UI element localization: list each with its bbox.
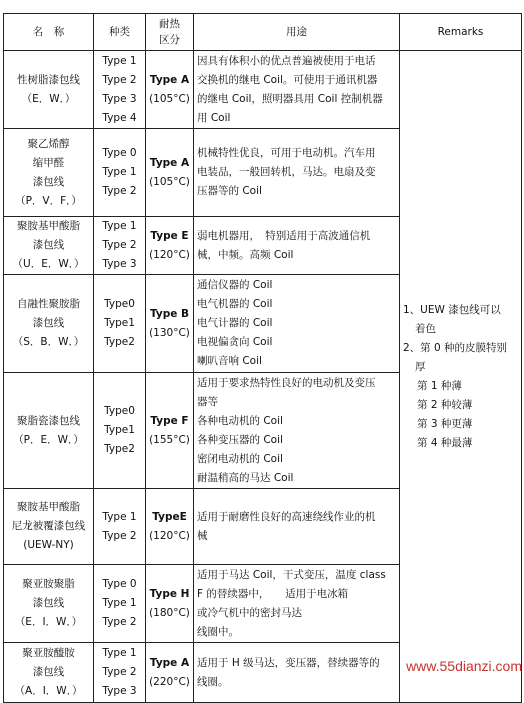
type-item: Type 3 — [102, 258, 137, 270]
usage — [194, 217, 400, 275]
heat-temp: (220°C) — [149, 675, 190, 688]
usage-line: 机械特性优良，可用于电动机。汽车用 — [197, 147, 376, 159]
table-row — [4, 51, 522, 129]
wire-name-line: 聚亚胺聚脂 — [22, 578, 75, 590]
wire-name-line: （U．E．W．） — [12, 258, 85, 270]
wire-name — [4, 217, 94, 275]
usage-line: 喇叭音响 Coil — [197, 355, 262, 367]
type-item: Type 1 — [102, 54, 137, 67]
usage-line: 密闭电动机的 Coil — [197, 452, 283, 465]
remark-sub-item: 第 2 种较薄 — [417, 398, 473, 411]
type-item: Type 2 — [102, 73, 137, 86]
heat-temp: (155°C) — [149, 433, 190, 446]
heat-temp: (120°C) — [149, 248, 190, 261]
wire-name — [4, 643, 94, 703]
wire-name-line: （E．W．） — [21, 92, 76, 105]
type-item: Type0 — [104, 405, 135, 417]
usage-line: 电视偏贪向 Coil — [197, 336, 273, 348]
remark-sub-item: 第 4 种最薄 — [417, 436, 473, 449]
type-item: Type 2 — [102, 185, 137, 197]
heat-grade: Type A — [149, 656, 190, 669]
header-usage: 用途 — [194, 14, 400, 51]
heat-class — [146, 129, 194, 217]
usage — [194, 489, 400, 565]
remark-sub-item: 第 1 种薄 — [417, 379, 462, 392]
usage-line: 电装品，一般回转机，马达。电扇及变 — [197, 166, 376, 178]
header-heat-line1: 耐热 — [159, 18, 180, 30]
usage-line: 适用于 H 级马达，变压器，替续器等的 — [197, 656, 380, 669]
wire-types — [94, 373, 146, 489]
usage-line: 线圈中。 — [197, 625, 239, 638]
usage-line: 器等 — [197, 395, 218, 408]
type-item: Type0 — [104, 298, 135, 310]
type-item: Type 2 — [102, 239, 137, 251]
wire-name-line: 尼龙被覆漆包线 — [11, 520, 86, 532]
usage-line: 用 Coil — [197, 111, 231, 124]
usage-line: 械 — [197, 529, 208, 542]
wire-name — [4, 489, 94, 565]
wire-name-line: 漆包线 — [32, 175, 65, 188]
type-item: Type 1 — [102, 647, 137, 659]
heat-class — [146, 51, 194, 129]
wire-name-line: 聚脂瓷漆包线 — [17, 414, 80, 427]
header-heat-class — [146, 14, 194, 51]
usage-line: 压器等的 Coil — [197, 185, 262, 197]
enameled-wire-spec-table — [3, 13, 522, 703]
heat-class — [146, 275, 194, 373]
usage-line: 弱电机器用， 特别适用于高波通信机 — [197, 229, 371, 242]
heat-grade: TypeE — [152, 510, 187, 523]
wire-name-line: 缩甲醛 — [32, 156, 65, 169]
wire-name-line: 自融性聚胺脂 — [17, 298, 80, 310]
usage — [194, 373, 400, 489]
usage — [194, 565, 400, 643]
type-item: Type 3 — [102, 685, 137, 697]
usage-line: 电气机器的 Coil — [197, 298, 273, 310]
wire-name-line: 聚乙烯醇 — [27, 137, 70, 150]
usage-line: 适用于要求热特性良好的电动机及变压 — [197, 376, 376, 389]
type-item: Type 2 — [102, 616, 137, 628]
type-item: Type2 — [104, 336, 135, 348]
heat-class — [146, 217, 194, 275]
header-remarks: Remarks — [400, 14, 522, 51]
heat-temp: (180°C) — [149, 606, 190, 619]
usage-line: 电气计器的 Coil — [197, 317, 273, 329]
wire-name-line: （S．B．W．） — [12, 336, 85, 348]
usage-line: 的继电 Coil，照明器具用 Coil 控制机器 — [197, 92, 383, 105]
heat-grade: Type H — [149, 587, 190, 600]
header-heat-line2: 区分 — [159, 34, 180, 46]
remarks — [400, 51, 522, 703]
usage-line: 各种变压器的 Coil — [197, 433, 283, 446]
remark-2-line: 2、第 0 种的皮膜特别 — [403, 341, 508, 354]
usage-line: 耐温稍高的马达 Coil — [197, 471, 294, 484]
wire-types — [94, 565, 146, 643]
wire-name-line: 漆包线 — [32, 239, 65, 251]
heat-temp: (120°C) — [149, 529, 190, 542]
wire-types — [94, 51, 146, 129]
wire-name — [4, 373, 94, 489]
type-item: Type 3 — [102, 92, 137, 105]
usage-line: 适用于耐磨性良好的高速绕线作业的机 — [197, 510, 376, 523]
type-item: Type 0 — [102, 147, 137, 159]
heat-class — [146, 489, 194, 565]
usage-line: 交换机的继电 Coil。可使用于通讯机器 — [197, 73, 378, 86]
remark-sub-item: 第 3 种更薄 — [417, 417, 473, 430]
heat-grade: Type A — [149, 73, 190, 86]
usage — [194, 275, 400, 373]
wire-name-line: 漆包线 — [32, 597, 65, 609]
type-item: Type 1 — [102, 510, 137, 523]
type-item: Type1 — [104, 317, 135, 329]
usage-line: 械，中频。高频 Coil — [197, 248, 294, 261]
wire-types — [94, 275, 146, 373]
wire-name — [4, 565, 94, 643]
wire-types — [94, 643, 146, 703]
heat-grade: Type A — [149, 156, 190, 169]
wire-name-line: 聚胺基甲酸脂 — [17, 220, 80, 232]
usage-line: 通信仪器的 Coil — [197, 279, 273, 291]
wire-name-line: 性树脂漆包线 — [17, 73, 80, 86]
usage-line: 因具有体积小的优点普遍被使用于电话 — [197, 54, 376, 67]
wire-name — [4, 51, 94, 129]
usage-line: 各种电动机的 Coil — [197, 414, 283, 427]
type-item: Type 2 — [102, 666, 137, 678]
wire-types — [94, 217, 146, 275]
remark-1-line: 着色 — [415, 322, 436, 335]
heat-grade: Type F — [150, 414, 189, 427]
type-item: Type 1 — [102, 166, 137, 178]
header-name: 名 称 — [4, 14, 94, 51]
wire-name — [4, 275, 94, 373]
type-item: Type 4 — [102, 111, 137, 124]
watermark: www.55dianzi.com — [406, 658, 522, 674]
type-item: Type2 — [104, 443, 135, 455]
wire-types — [94, 489, 146, 565]
remark-2-line: 厚 — [415, 360, 426, 373]
wire-name-line: （P．E．W．） — [13, 433, 84, 446]
type-item: Type 0 — [102, 578, 137, 590]
type-item: Type 2 — [102, 529, 137, 542]
header-row — [4, 14, 522, 51]
wire-name-line: (UEW-NY) — [23, 539, 74, 551]
usage — [194, 51, 400, 129]
heat-class — [146, 643, 194, 703]
heat-temp: (130°C) — [149, 326, 190, 339]
heat-class — [146, 373, 194, 489]
usage — [194, 129, 400, 217]
wire-name-line: （E．I．W．） — [14, 616, 83, 628]
type-item: Type1 — [104, 424, 135, 436]
wire-name-line: （P．V．F．） — [15, 194, 82, 207]
heat-temp: (105°C) — [149, 92, 190, 105]
heat-grade: Type E — [150, 229, 189, 242]
heat-class — [146, 565, 194, 643]
usage-line: 适用于马达 Coil，干式变压，温度 class — [197, 568, 386, 581]
wire-name — [4, 129, 94, 217]
wire-name-line: 漆包线 — [32, 317, 65, 329]
type-item: Type 1 — [102, 597, 137, 609]
header-type: 种类 — [94, 14, 146, 51]
usage — [194, 643, 400, 703]
heat-temp: (105°C) — [149, 175, 190, 188]
wire-types — [94, 129, 146, 217]
usage-line: F 的替续器中， 适用于电冰箱 — [197, 587, 349, 600]
heat-grade: Type B — [149, 307, 190, 320]
wire-name-line: （A．I．W．） — [14, 685, 83, 697]
wire-name-line: 漆包线 — [32, 666, 65, 678]
type-item: Type 1 — [102, 220, 137, 232]
usage-line: 或冷气机中的密封马达 — [197, 606, 302, 619]
remark-1-line: 1、UEW 漆包线可以 — [403, 303, 501, 316]
wire-name-line: 聚亚胺醯胺 — [22, 647, 75, 659]
wire-name-line: 聚胺基甲酸脂 — [17, 501, 80, 513]
usage-line: 线圈。 — [197, 675, 229, 688]
